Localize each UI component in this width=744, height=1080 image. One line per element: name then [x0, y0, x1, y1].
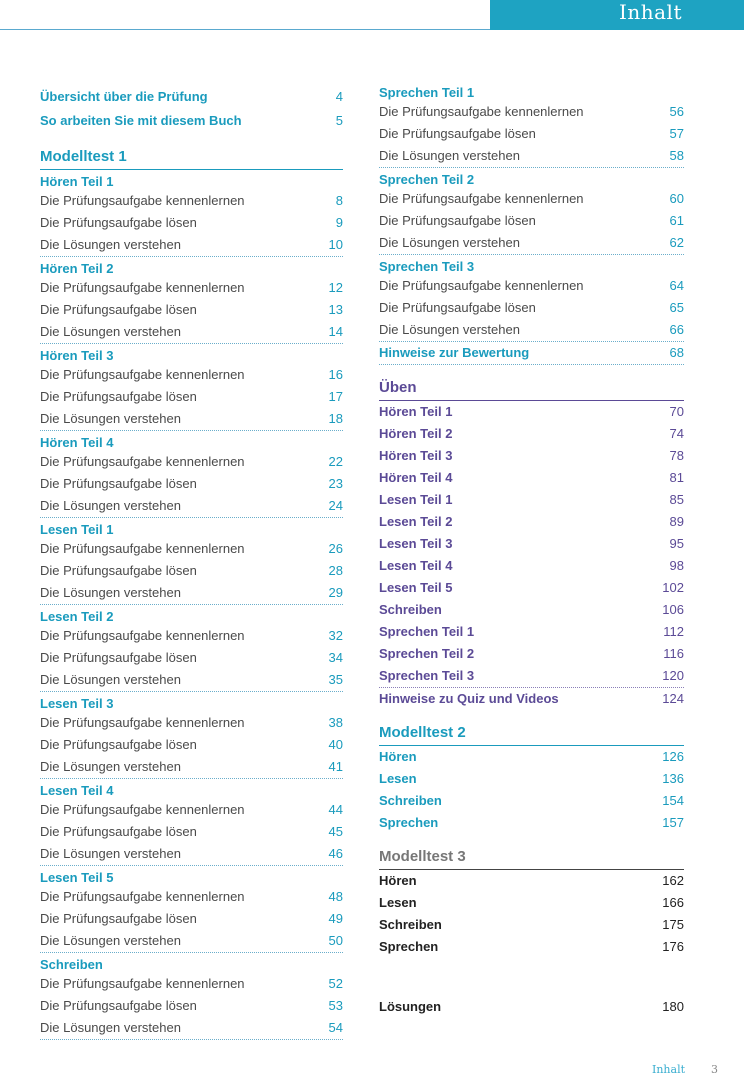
toc-entry-label: Lösungen — [379, 999, 442, 1014]
page-number: 3 — [711, 1063, 719, 1076]
toc-entry-page: 85 — [669, 492, 684, 507]
toc-entry-label: Die Prüfungsaufgabe lösen — [40, 737, 197, 752]
toc-entry-label: Die Lösungen verstehen — [40, 846, 181, 861]
toc-entry-page: 50 — [328, 933, 343, 948]
toc-entry-label: So arbeiten Sie mit diesem Buch — [40, 113, 242, 128]
toc-group-title[interactable]: Lesen Teil 3 — [40, 696, 114, 711]
toc-entry-label: Die Prüfungsaufgabe lösen — [40, 650, 197, 665]
toc-group-title[interactable]: Lesen Teil 5 — [40, 870, 114, 885]
toc-entry[interactable] — [379, 101, 684, 123]
toc-entry[interactable] — [379, 275, 684, 297]
toc-entry[interactable] — [379, 145, 684, 168]
toc-entry-page: 13 — [328, 302, 343, 317]
toc-entry-label: Lesen Teil 1 — [379, 492, 453, 507]
toc-entry[interactable] — [40, 190, 343, 212]
toc-entry[interactable] — [40, 734, 343, 756]
toc-entry-page: 48 — [328, 889, 343, 904]
toc-entry[interactable] — [40, 408, 343, 431]
toc-entry-label: Lesen Teil 3 — [379, 536, 453, 551]
toc-entry-page: 60 — [669, 191, 684, 206]
toc-group-title[interactable]: Hören Teil 3 — [40, 348, 114, 363]
toc-entry[interactable] — [40, 234, 343, 257]
toc-entry-page: 26 — [328, 541, 343, 556]
toc-entry[interactable] — [40, 582, 343, 605]
toc-entry-page: 64 — [669, 278, 684, 293]
toc-entry[interactable] — [379, 232, 684, 255]
toc-entry-page: 62 — [669, 235, 684, 250]
toc-entry[interactable] — [379, 746, 684, 768]
toc-entry-label: Die Lösungen verstehen — [40, 411, 181, 426]
toc-entry[interactable] — [40, 277, 343, 299]
toc-entry-label: Die Prüfungsaufgabe lösen — [379, 126, 536, 141]
toc-entry[interactable] — [40, 799, 343, 821]
toc-entry-label: Die Prüfungsaufgabe lösen — [40, 998, 197, 1013]
toc-entry[interactable] — [40, 712, 343, 734]
toc-entry-page: 112 — [663, 624, 684, 639]
toc-entry-page: 29 — [328, 585, 343, 600]
toc-entry-page: 89 — [669, 514, 684, 529]
toc-entry-page: 61 — [669, 213, 684, 228]
toc-group-title[interactable]: Lesen Teil 2 — [40, 609, 114, 624]
toc-entry-label: Die Prüfungsaufgabe lösen — [40, 563, 197, 578]
section-title-modelltest3: Modelltest 3 — [379, 848, 684, 870]
toc-entry[interactable] — [379, 870, 684, 892]
toc-group-title[interactable]: Lesen Teil 4 — [40, 783, 114, 798]
toc-entry[interactable] — [40, 110, 343, 132]
toc-entry-label: Die Prüfungsaufgabe lösen — [379, 300, 536, 315]
toc-entry-page: 74 — [669, 426, 684, 441]
toc-entry[interactable] — [379, 319, 684, 342]
toc-entry[interactable] — [40, 647, 343, 669]
toc-entry-page: 95 — [669, 536, 684, 551]
toc-entry-label: Schreiben — [379, 917, 442, 932]
toc-entry[interactable] — [379, 401, 684, 423]
toc-entry[interactable] — [379, 467, 684, 489]
toc-entry-page: 66 — [669, 322, 684, 337]
toc-entry-page: 176 — [662, 939, 684, 954]
toc-entry-label: Die Lösungen verstehen — [40, 324, 181, 339]
toc-entry[interactable] — [40, 451, 343, 473]
toc-entry[interactable] — [379, 210, 684, 232]
toc-entry-label: Die Lösungen verstehen — [379, 235, 520, 250]
toc-entry-page: 40 — [328, 737, 343, 752]
toc-entry-page: 180 — [662, 999, 684, 1014]
modelltest1-groups — [40, 174, 343, 1040]
toc-entry-page: 23 — [328, 476, 343, 491]
toc-entry[interactable] — [379, 892, 684, 914]
toc-entry-page: 106 — [662, 602, 684, 617]
toc-entry-label: Die Prüfungsaufgabe kennenlernen — [40, 976, 245, 991]
toc-entry-label: Schreiben — [379, 793, 442, 808]
toc-entry-label: Sprechen — [379, 939, 439, 954]
toc-entry[interactable] — [379, 188, 684, 210]
toc-entry[interactable] — [40, 625, 343, 647]
ueben-list — [379, 401, 684, 710]
toc-entry-page: 54 — [328, 1020, 343, 1035]
page-footer — [652, 1063, 718, 1076]
toc-entry-page: 56 — [669, 104, 684, 119]
toc-group-title[interactable]: Hören Teil 1 — [40, 174, 114, 189]
toc-entry[interactable] — [379, 489, 684, 511]
toc-entry-loesungen[interactable] — [379, 996, 684, 1018]
toc-entry-label: Die Prüfungsaufgabe lösen — [40, 389, 197, 404]
toc-group-title[interactable]: Hören Teil 2 — [40, 261, 114, 276]
toc-entry-page: 49 — [328, 911, 343, 926]
header-tab — [490, 0, 744, 30]
toc-entry-page: 18 — [328, 411, 343, 426]
toc-entry-page: 32 — [328, 628, 343, 643]
toc-entry[interactable] — [40, 908, 343, 930]
toc-entry-page: 10 — [328, 237, 343, 252]
toc-entry[interactable] — [40, 821, 343, 843]
toc-entry-label: Die Lösungen verstehen — [40, 672, 181, 687]
toc-entry-page: 9 — [335, 215, 343, 230]
section-title-modelltest1: Modelltest 1 — [40, 148, 343, 170]
toc-entry-page: 44 — [328, 802, 343, 817]
toc-entry[interactable] — [40, 843, 343, 866]
toc-entry[interactable] — [40, 386, 343, 408]
toc-entry-page: 175 — [662, 917, 684, 932]
toc-entry-page: 22 — [328, 454, 343, 469]
toc-entry-label: Die Prüfungsaufgabe kennenlernen — [379, 278, 584, 293]
toc-entry-label: Hören — [379, 873, 417, 888]
toc-entry-page: 35 — [328, 672, 343, 687]
toc-entry[interactable] — [40, 86, 343, 108]
toc-entry-label: Die Lösungen verstehen — [379, 322, 520, 337]
toc-entry-page: 70 — [669, 404, 684, 419]
toc-entry-page: 58 — [669, 148, 684, 163]
toc-entry-page: 157 — [662, 815, 684, 830]
toc-entry[interactable] — [40, 212, 343, 234]
toc-entry-page: 38 — [328, 715, 343, 730]
toc-entry-label: Die Prüfungsaufgabe kennenlernen — [40, 367, 245, 382]
toc-entry-hinweise-bewertung[interactable] — [379, 342, 684, 365]
toc-entry-label: Hinweise zu Quiz und Videos — [379, 691, 559, 706]
toc-entry-label: Übersicht über die Prüfung — [40, 89, 208, 104]
toc-entry-label: Die Lösungen verstehen — [40, 933, 181, 948]
section-title-modelltest2: Modelltest 2 — [379, 724, 684, 746]
modelltest3-list — [379, 870, 684, 958]
toc-entry-label: Sprechen Teil 2 — [379, 646, 475, 661]
toc-entry[interactable] — [379, 790, 684, 812]
toc-entry-label: Die Lösungen verstehen — [40, 759, 181, 774]
toc-entry[interactable] — [379, 555, 684, 577]
toc-entry-page: 126 — [662, 749, 684, 764]
toc-entry-page: 53 — [328, 998, 343, 1013]
toc-entry-label: Die Lösungen verstehen — [40, 237, 181, 252]
toc-entry-page: 162 — [662, 873, 684, 888]
toc-entry-page: 124 — [662, 691, 684, 706]
toc-entry[interactable] — [379, 914, 684, 936]
toc-entry-label: Lesen Teil 5 — [379, 580, 453, 595]
toc-entry[interactable] — [379, 297, 684, 319]
toc-entry-label: Die Prüfungsaufgabe kennenlernen — [40, 454, 245, 469]
toc-entry-page: 120 — [662, 668, 684, 683]
toc-entry-label: Die Prüfungsaufgabe kennenlernen — [40, 628, 245, 643]
toc-entry[interactable] — [379, 643, 684, 665]
toc-entry[interactable] — [379, 621, 684, 643]
toc-entry[interactable] — [379, 768, 684, 790]
toc-entry-label: Hinweise zur Bewertung — [379, 345, 530, 360]
toc-entry-page: 45 — [328, 824, 343, 839]
toc-entry-label: Schreiben — [379, 602, 442, 617]
toc-entry-page: 16 — [328, 367, 343, 382]
toc-entry[interactable] — [379, 445, 684, 467]
toc-entry-page: 78 — [669, 448, 684, 463]
toc-entry[interactable] — [379, 599, 684, 621]
toc-entry[interactable] — [379, 511, 684, 533]
toc-entry[interactable] — [40, 669, 343, 692]
toc-entry-label: Die Lösungen verstehen — [379, 148, 520, 163]
toc-entry-label: Hören Teil 4 — [379, 470, 453, 485]
toc-group-title[interactable]: Lesen Teil 1 — [40, 522, 114, 537]
section-title-ueben: Üben — [379, 379, 684, 401]
toc-group-title[interactable]: Sprechen Teil 3 — [379, 259, 475, 274]
toc-right-column — [379, 85, 684, 1018]
toc-entry-page: 154 — [662, 793, 684, 808]
toc-entry-page: 8 — [335, 193, 343, 208]
toc-entry[interactable] — [379, 577, 684, 599]
toc-entry[interactable] — [40, 1017, 343, 1040]
toc-entry[interactable] — [379, 533, 684, 555]
toc-entry-page: 24 — [328, 498, 343, 513]
toc-entry-page: 14 — [328, 324, 343, 339]
toc-entry-page: 65 — [669, 300, 684, 315]
toc-entry-label: Die Prüfungsaufgabe kennenlernen — [40, 889, 245, 904]
toc-group-title[interactable]: Schreiben — [40, 957, 103, 972]
toc-entry[interactable] — [379, 812, 684, 834]
footer-label: Inhalt — [652, 1063, 686, 1076]
toc-entry[interactable] — [379, 665, 684, 688]
toc-entry-page: 98 — [669, 558, 684, 573]
toc-entry-label: Hören — [379, 749, 417, 764]
toc-entry-label: Die Lösungen verstehen — [40, 585, 181, 600]
toc-entry-label: Lesen Teil 2 — [379, 514, 453, 529]
toc-entry[interactable] — [40, 364, 343, 386]
toc-entry-label: Lesen — [379, 895, 417, 910]
toc-entry-page: 102 — [662, 580, 684, 595]
toc-group-title[interactable]: Sprechen Teil 2 — [379, 172, 475, 187]
toc-entry-label: Die Prüfungsaufgabe kennenlernen — [40, 280, 245, 295]
toc-entry[interactable] — [379, 123, 684, 145]
modelltest1-groups-continued — [379, 85, 684, 342]
toc-entry[interactable] — [40, 930, 343, 953]
toc-entry-page: 17 — [328, 389, 343, 404]
toc-entry-label: Die Prüfungsaufgabe lösen — [40, 215, 197, 230]
toc-entry[interactable] — [40, 560, 343, 582]
toc-entry[interactable] — [40, 973, 343, 995]
toc-entry[interactable] — [40, 886, 343, 908]
toc-entry-page: 4 — [335, 89, 343, 104]
modelltest2-list — [379, 746, 684, 834]
toc-entry-page: 116 — [663, 646, 684, 661]
toc-entry-page: 41 — [328, 759, 343, 774]
toc-entry-label: Die Prüfungsaufgabe kennenlernen — [40, 802, 245, 817]
toc-entry-label: Sprechen Teil 3 — [379, 668, 475, 683]
toc-left-column — [40, 86, 343, 1040]
toc-entry[interactable] — [40, 538, 343, 560]
toc-entry-page: 46 — [328, 846, 343, 861]
toc-entry-label: Die Prüfungsaufgabe lösen — [40, 911, 197, 926]
toc-entry-label: Hören Teil 2 — [379, 426, 453, 441]
toc-entry-page: 28 — [328, 563, 343, 578]
toc-entry-page: 81 — [669, 470, 684, 485]
toc-entry-label: Die Prüfungsaufgabe kennenlernen — [40, 193, 245, 208]
toc-entry-label: Die Prüfungsaufgabe kennenlernen — [40, 541, 245, 556]
toc-entry-label: Sprechen — [379, 815, 439, 830]
toc-entry-label: Die Lösungen verstehen — [40, 1020, 181, 1035]
toc-entry[interactable] — [379, 936, 684, 958]
toc-entry[interactable] — [40, 299, 343, 321]
toc-entry-label: Die Prüfungsaufgabe kennenlernen — [40, 715, 245, 730]
toc-entry[interactable] — [40, 495, 343, 518]
toc-entry[interactable] — [379, 423, 684, 445]
toc-entry-page: 68 — [669, 345, 684, 360]
toc-entry-label: Die Lösungen verstehen — [40, 498, 181, 513]
toc-entry-label: Die Prüfungsaufgabe lösen — [40, 476, 197, 491]
toc-entry-label: Lesen Teil 4 — [379, 558, 453, 573]
toc-entry[interactable] — [40, 321, 343, 344]
toc-entry-page: 5 — [335, 113, 343, 128]
toc-entry-label: Lesen — [379, 771, 417, 786]
toc-entry[interactable] — [379, 688, 684, 710]
toc-entry-page: 136 — [662, 771, 684, 786]
toc-entry-page: 52 — [328, 976, 343, 991]
page-title: Inhalt — [618, 0, 682, 24]
toc-entry-label: Die Prüfungsaufgabe kennenlernen — [379, 191, 584, 206]
header-rule — [0, 29, 490, 30]
toc-entry-label: Die Prüfungsaufgabe kennenlernen — [379, 104, 584, 119]
toc-entry-page: 34 — [328, 650, 343, 665]
toc-entry-label: Hören Teil 1 — [379, 404, 453, 419]
toc-group-title[interactable]: Sprechen Teil 1 — [379, 85, 475, 100]
toc-entry-label: Die Prüfungsaufgabe lösen — [379, 213, 536, 228]
toc-entry[interactable] — [40, 995, 343, 1017]
toc-entry-page: 12 — [328, 280, 343, 295]
toc-entry-label: Die Prüfungsaufgabe lösen — [40, 824, 197, 839]
toc-entry-label: Sprechen Teil 1 — [379, 624, 475, 639]
toc-entry[interactable] — [40, 756, 343, 779]
toc-entry-label: Hören Teil 3 — [379, 448, 453, 463]
toc-entry[interactable] — [40, 473, 343, 495]
toc-entry-page: 57 — [669, 126, 684, 141]
toc-entry-page: 166 — [662, 895, 684, 910]
toc-group-title[interactable]: Hören Teil 4 — [40, 435, 114, 450]
toc-entry-label: Die Prüfungsaufgabe lösen — [40, 302, 197, 317]
